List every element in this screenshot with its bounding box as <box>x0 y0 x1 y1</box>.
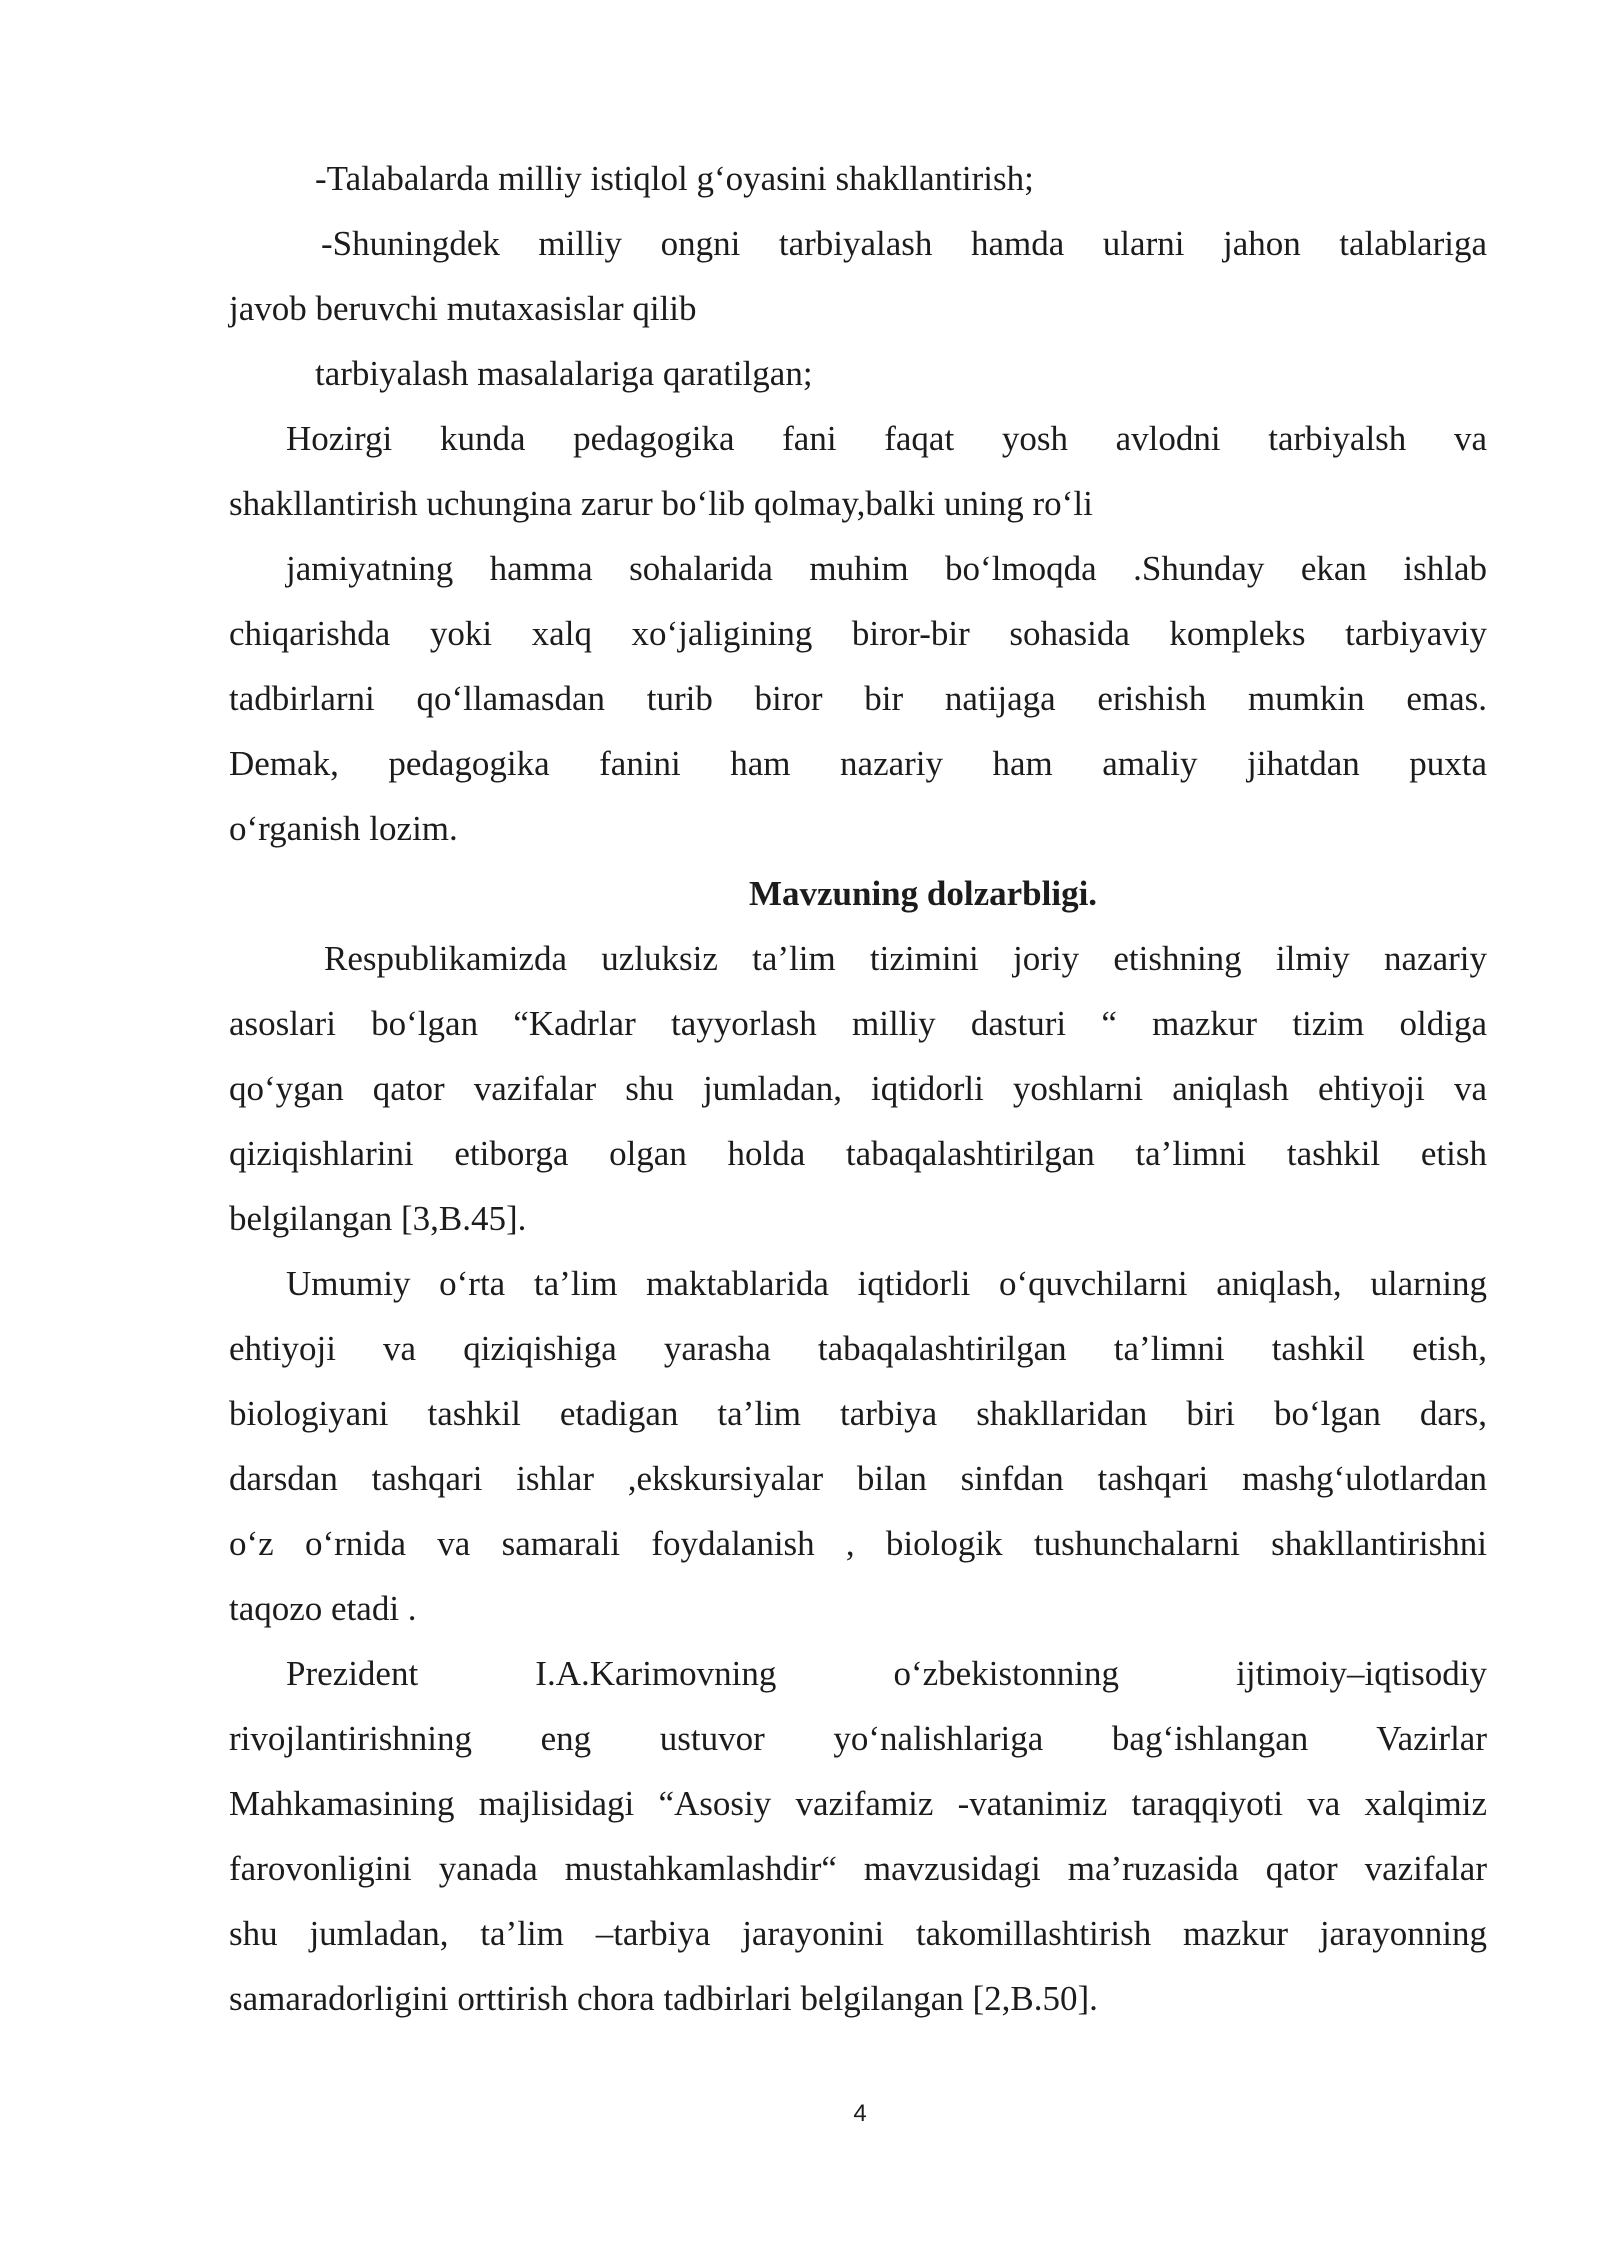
text-line: javob beruvchi mutaxasislar qilib <box>229 289 697 328</box>
text-line: Mahkamasining majlisidagi “Asosiy vazifamiz -vatanimiz taraqqiyoti va xalqimiz <box>229 1784 1487 1823</box>
text-line: asoslari bo‘lgan “Kadrlar tayyorlash milliy dasturi “ mazkur tizim oldiga <box>229 1004 1487 1043</box>
text-line: tarbiyalash masalalariga qaratilgan; <box>315 354 813 393</box>
text-line: darsdan tashqari ishlar ,ekskursiyalar bilan sinfdan tashqari mashg‘ulotlardan <box>229 1459 1487 1498</box>
text-line: rivojlantirishning eng ustuvor yo‘nalishlariga bag‘ishlangan Vazirlar <box>229 1719 1487 1758</box>
text-line: shu jumladan, ta’lim –tarbiya jarayonini takomillashtirish mazkur jarayonning <box>229 1914 1487 1953</box>
text-line: o‘z o‘rnida va samarali foydalanish , biologik tushunchalarni shakllantirishni <box>229 1524 1487 1563</box>
document-body <box>229 146 1487 2031</box>
text-line: samaradorligini orttirish chora tadbirlari belgilangan [2,B.50]. <box>229 1979 1098 2018</box>
page-number: 4 <box>853 2100 867 2127</box>
text-line-bullet-1: -Talabalarda milliy istiqlol g‘oyasini shakllantirish; <box>315 159 1034 198</box>
text-line-bullet-2: -Shuningdek milliy ongni tarbiyalash hamda ularni jahon talablariga <box>321 224 1487 263</box>
text-line-paragraph-start: Umumiy o‘rta ta’lim maktablarida iqtidorli o‘quvchilarni aniqlash, ularning <box>286 1264 1487 1303</box>
text-line-paragraph-start: Respublikamizda uzluksiz ta’lim tizimini joriy etishning ilmiy nazariy <box>324 939 1487 978</box>
text-line: farovonligini yanada mustahkamlashdir“ mavzusidagi ma’ruzasida qator vazifalar <box>229 1849 1487 1888</box>
text-line: qo‘ygan qator vazifalar shu jumladan, iqtidorli yoshlarni aniqlash ehtiyoji va <box>229 1069 1487 1108</box>
section-heading: Mavzuning dolzarbligi. <box>748 874 1098 913</box>
text-line: qiziqishlarini etiborga olgan holda tabaqalashtirilgan ta’limni tashkil etish <box>229 1134 1487 1173</box>
text-line: taqozo etadi . <box>229 1589 417 1628</box>
text-line: jamiyatning hamma sohalarida muhim bo‘lmoqda .Shunday ekan ishlab <box>286 549 1487 588</box>
text-line: tadbirlarni qo‘llamasdan turib biror bir natijaga erishish mumkin emas. <box>229 679 1487 718</box>
text-line-paragraph-start: Hozirgi kunda pedagogika fani faqat yosh avlodni tarbiyalsh va <box>286 419 1487 458</box>
text-line: belgilangan [3,B.45]. <box>229 1199 527 1238</box>
text-line: ehtiyoji va qiziqishiga yarasha tabaqalashtirilgan ta’limni tashkil etish, <box>229 1329 1487 1368</box>
text-line: chiqarishda yoki xalq xo‘jaligining biror-bir sohasida kompleks tarbiyaviy <box>229 614 1487 653</box>
text-line: o‘rganish lozim. <box>229 809 458 848</box>
text-line: biologiyani tashkil etadigan ta’lim tarbiya shakllaridan biri bo‘lgan dars, <box>229 1394 1487 1433</box>
text-line-paragraph-start: Prezident I.A.Karimovning o‘zbekistonning ijtimoiy–iqtisodiy <box>286 1654 1487 1693</box>
text-line: Demak, pedagogika fanini ham nazariy ham amaliy jihatdan puxta <box>229 744 1487 783</box>
text-line: shakllantirish uchungina zarur bo‘lib qolmay,balki uning ro‘li <box>229 484 1093 523</box>
